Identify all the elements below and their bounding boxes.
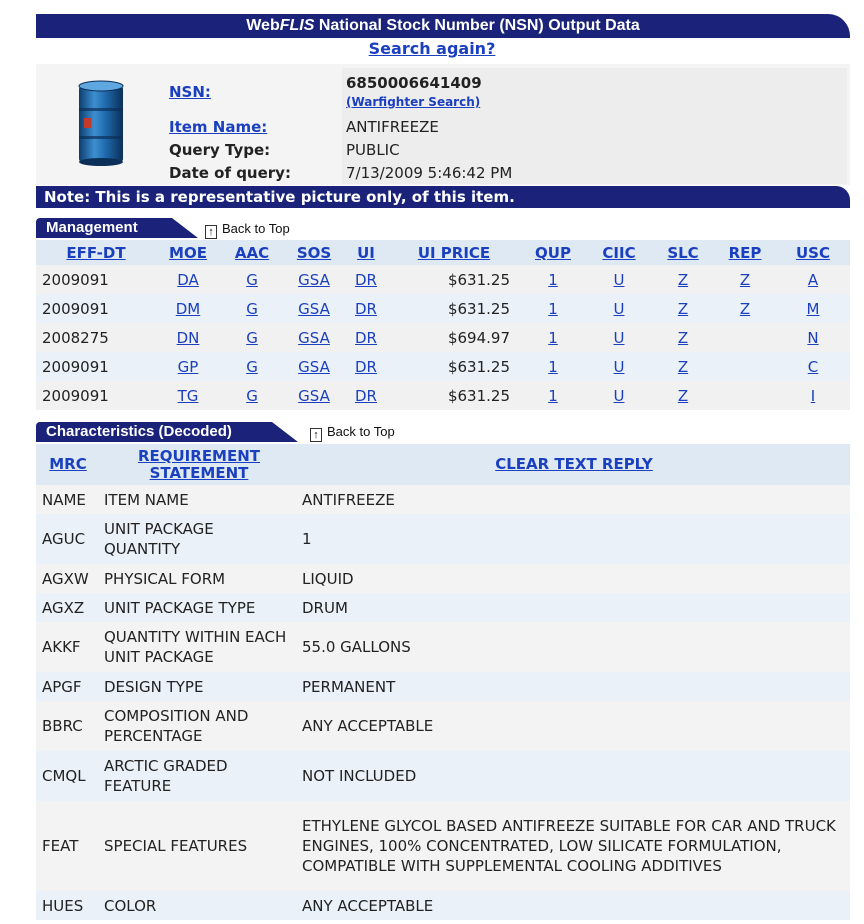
moe-cell	[156, 381, 220, 410]
management-header-row	[36, 240, 850, 265]
sos-cell	[284, 352, 344, 381]
col-header-aac-link[interactable]: AAC	[234, 243, 270, 262]
usc-cell	[776, 323, 850, 352]
col-header-clear-text-reply-link[interactable]: CLEAR TEXT REPLY	[495, 455, 653, 473]
usc-cell	[776, 352, 850, 381]
nsn-label-cell	[165, 68, 342, 115]
management-row	[36, 265, 850, 294]
characteristic-row	[36, 672, 850, 701]
col-header-mrc-link[interactable]: MRC	[49, 455, 87, 473]
representative-picture-note: Note: This is a representative picture only, of this item.	[36, 186, 850, 208]
sos-link[interactable]: GSA	[298, 270, 330, 289]
ciic-link[interactable]: U	[613, 299, 625, 318]
moe-cell	[156, 352, 220, 381]
ciic-cell	[586, 381, 652, 410]
clear-text-reply: PERMANENT	[298, 672, 850, 701]
characteristic-row	[36, 564, 850, 593]
rep-link[interactable]: Z	[739, 299, 751, 318]
sos-cell	[284, 294, 344, 323]
rep-link[interactable]: Z	[739, 270, 751, 289]
clear-text-reply: ANY ACCEPTABLE	[298, 891, 850, 920]
col-header-sos[interactable]	[284, 240, 344, 265]
query-type-label: Query Type:	[165, 138, 342, 161]
clear-text-reply: 55.0 GALLONS	[298, 622, 850, 672]
ui-link[interactable]: DR	[355, 270, 377, 289]
search-again-row	[0, 38, 864, 60]
management-back-to-top[interactable]	[205, 221, 290, 239]
characteristic-row	[36, 593, 850, 622]
slc-link[interactable]: Z	[677, 299, 689, 318]
management-row	[36, 381, 850, 410]
ciic-link[interactable]: U	[613, 357, 625, 376]
mrc-code: AGXZ	[36, 593, 100, 622]
page-title-suffix: National Stock Number (NSN) Output Data	[314, 17, 640, 34]
clear-text-reply: LIQUID	[298, 564, 850, 593]
sos-cell	[284, 265, 344, 294]
aac-cell	[220, 294, 284, 323]
characteristic-row	[36, 485, 850, 514]
col-header-slc[interactable]	[652, 240, 714, 265]
requirement-statement: DESIGN TYPE	[100, 672, 298, 701]
col-header-usc[interactable]	[776, 240, 850, 265]
page-title-prefix: Web	[246, 17, 280, 34]
col-header-qup[interactable]	[520, 240, 586, 265]
qup-link[interactable]: 1	[548, 357, 558, 376]
mrc-code: AGXW	[36, 564, 100, 593]
mrc-code: NAME	[36, 485, 100, 514]
col-header-moe-link[interactable]: MOE	[169, 243, 207, 262]
requirement-statement: UNIT PACKAGE TYPE	[100, 593, 298, 622]
aac-cell	[220, 352, 284, 381]
management-back-to-top-label: Back to Top	[222, 221, 290, 236]
ui-price-cell: $694.97	[388, 323, 520, 352]
usc-cell	[776, 294, 850, 323]
arrow-up-icon: ↑	[310, 428, 322, 442]
sos-link[interactable]: GSA	[298, 357, 330, 376]
drum-barrel-icon	[76, 80, 126, 168]
clear-text-reply: ANTIFREEZE	[298, 485, 850, 514]
slc-cell	[652, 265, 714, 294]
col-header-ui-link[interactable]: UI	[357, 243, 375, 262]
requirement-statement: UNIT PACKAGE QUANTITY	[100, 514, 298, 564]
ciic-link[interactable]: U	[613, 386, 625, 405]
slc-cell	[652, 323, 714, 352]
col-header-ciic-link[interactable]: CIIC	[602, 243, 636, 262]
col-header-ui-price-link[interactable]: UI PRICE	[417, 243, 491, 262]
search-again-link[interactable]: Search again?	[368, 39, 496, 58]
aac-link[interactable]: G	[246, 270, 258, 289]
qup-cell	[520, 381, 586, 410]
ui-link[interactable]: DR	[355, 299, 377, 318]
nsn-value-cell	[342, 68, 847, 115]
qup-cell	[520, 352, 586, 381]
item-info-table	[165, 68, 847, 184]
clear-text-reply: 1	[298, 514, 850, 564]
qup-link[interactable]: 1	[548, 386, 558, 405]
characteristics-back-to-top[interactable]	[310, 424, 395, 442]
ciic-cell	[586, 352, 652, 381]
usc-link[interactable]: M	[806, 299, 820, 318]
aac-link[interactable]: G	[246, 328, 258, 347]
aac-cell	[220, 265, 284, 294]
ui-link[interactable]: DR	[355, 386, 377, 405]
rep-cell	[714, 381, 776, 410]
slc-link[interactable]: Z	[677, 357, 689, 376]
characteristic-row	[36, 622, 850, 672]
sos-link[interactable]: GSA	[298, 299, 330, 318]
requirement-statement: COLOR	[100, 891, 298, 920]
aac-link[interactable]: G	[246, 299, 258, 318]
eff-dt-cell: 2009091	[36, 294, 156, 323]
characteristic-row	[36, 801, 850, 891]
eff-dt-cell: 2009091	[36, 352, 156, 381]
management-row	[36, 294, 850, 323]
col-header-qup-link[interactable]: QUP	[535, 243, 571, 262]
management-section-tab: Management	[36, 218, 172, 238]
aac-cell	[220, 323, 284, 352]
col-header-rep[interactable]	[714, 240, 776, 265]
moe-link[interactable]: DA	[177, 270, 199, 289]
usc-link[interactable]: I	[810, 386, 816, 405]
ciic-cell	[586, 294, 652, 323]
moe-cell	[156, 265, 220, 294]
col-header-ui[interactable]	[344, 240, 388, 265]
aac-cell	[220, 381, 284, 410]
item-name-value: ANTIFREEZE	[342, 115, 847, 138]
slc-cell	[652, 381, 714, 410]
nsn-label-link[interactable]: NSN:	[169, 82, 211, 101]
ui-cell	[344, 323, 388, 352]
col-header-ciic[interactable]	[586, 240, 652, 265]
col-header-clear-text-reply[interactable]	[298, 444, 850, 485]
characteristics-header-row	[36, 444, 850, 485]
date-of-query-value: 7/13/2009 5:46:42 PM	[342, 161, 847, 184]
item-name-label-link[interactable]: Item Name:	[169, 117, 268, 136]
query-type-value: PUBLIC	[342, 138, 847, 161]
qup-link[interactable]: 1	[548, 328, 558, 347]
moe-link[interactable]: TG	[177, 386, 199, 405]
characteristics-table	[36, 444, 850, 920]
requirement-statement: ITEM NAME	[100, 485, 298, 514]
page-title-bar	[36, 14, 850, 38]
date-of-query-label: Date of query:	[165, 161, 342, 184]
page-title-italic: FLIS	[279, 17, 315, 34]
usc-cell	[776, 265, 850, 294]
moe-link[interactable]: DN	[176, 328, 200, 347]
requirement-statement: PHYSICAL FORM	[100, 564, 298, 593]
usc-link[interactable]: C	[807, 357, 819, 376]
management-row	[36, 352, 850, 381]
ui-link[interactable]: DR	[355, 357, 377, 376]
requirement-statement: ARCTIC GRADED FEATURE	[100, 751, 298, 801]
clear-text-reply: DRUM	[298, 593, 850, 622]
mrc-code: HUES	[36, 891, 100, 920]
rep-cell	[714, 294, 776, 323]
ui-price-cell: $631.25	[388, 381, 520, 410]
management-table	[36, 240, 850, 410]
moe-cell	[156, 294, 220, 323]
moe-link[interactable]: DM	[175, 299, 201, 318]
requirement-statement: QUANTITY WITHIN EACH UNIT PACKAGE	[100, 622, 298, 672]
col-header-moe[interactable]	[156, 240, 220, 265]
ui-cell	[344, 294, 388, 323]
aac-link[interactable]: G	[246, 386, 258, 405]
sos-cell	[284, 323, 344, 352]
characteristic-row	[36, 701, 850, 751]
col-header-usc-link[interactable]: USC	[796, 243, 830, 262]
slc-link[interactable]: Z	[677, 328, 689, 347]
slc-link[interactable]: Z	[677, 270, 689, 289]
ui-link[interactable]: DR	[355, 328, 377, 347]
ciic-cell	[586, 265, 652, 294]
col-header-eff-dt-link[interactable]: EFF-DT	[66, 243, 126, 262]
characteristic-row	[36, 514, 850, 564]
qup-cell	[520, 265, 586, 294]
usc-link[interactable]: N	[807, 328, 819, 347]
col-header-mrc[interactable]	[36, 444, 100, 485]
col-header-slc-link[interactable]: SLC	[667, 243, 699, 262]
ui-cell	[344, 265, 388, 294]
arrow-up-icon: ↑	[205, 225, 217, 239]
qup-cell	[520, 323, 586, 352]
clear-text-reply: ANY ACCEPTABLE	[298, 701, 850, 751]
qup-cell	[520, 294, 586, 323]
nsn-value: 6850006641409	[346, 74, 482, 92]
qup-link[interactable]: 1	[548, 299, 558, 318]
clear-text-reply: ETHYLENE GLYCOL BASED ANTIFREEZE SUITABLE FOR CAR AND TRUCK ENGINES, 100% CONCENTRATED, LOW SILICATE FORMULATION, COMPATIBLE WITH SUPPLEMENTAL COOLING ADDITIVES	[298, 801, 850, 891]
clear-text-reply: NOT INCLUDED	[298, 751, 850, 801]
col-header-aac[interactable]	[220, 240, 284, 265]
ciic-link[interactable]: U	[613, 270, 625, 289]
requirement-statement: SPECIAL FEATURES	[100, 801, 298, 891]
usc-link[interactable]: A	[807, 270, 819, 289]
col-header-eff-dt[interactable]	[36, 240, 156, 265]
characteristics-section-tab: Characteristics (Decoded)	[36, 422, 272, 442]
ui-cell	[344, 381, 388, 410]
rep-cell	[714, 323, 776, 352]
col-header-ui-price[interactable]	[388, 240, 520, 265]
item-info-panel	[36, 64, 850, 185]
slc-cell	[652, 352, 714, 381]
ui-price-cell: $631.25	[388, 294, 520, 323]
management-row	[36, 323, 850, 352]
eff-dt-cell: 2009091	[36, 381, 156, 410]
sos-link[interactable]: GSA	[298, 386, 330, 405]
qup-link[interactable]: 1	[548, 270, 558, 289]
characteristic-row	[36, 891, 850, 920]
warfighter-search-link[interactable]: (Warfighter Search)	[346, 95, 481, 109]
usc-cell	[776, 381, 850, 410]
sos-link[interactable]: GSA	[298, 328, 330, 347]
aac-link[interactable]: G	[246, 357, 258, 376]
eff-dt-cell: 2009091	[36, 265, 156, 294]
slc-cell	[652, 294, 714, 323]
slc-link[interactable]: Z	[677, 386, 689, 405]
requirement-statement: COMPOSITION AND PERCENTAGE	[100, 701, 298, 751]
rep-cell	[714, 265, 776, 294]
rep-cell	[714, 352, 776, 381]
ui-price-cell: $631.25	[388, 265, 520, 294]
ciic-link[interactable]: U	[613, 328, 625, 347]
mrc-code: AKKF	[36, 622, 100, 672]
moe-link[interactable]: GP	[177, 357, 199, 376]
ui-price-cell: $631.25	[388, 352, 520, 381]
item-name-label-cell	[165, 115, 342, 138]
ui-cell	[344, 352, 388, 381]
sos-cell	[284, 381, 344, 410]
mrc-code: FEAT	[36, 801, 100, 891]
col-header-rep-link[interactable]: REP	[728, 243, 762, 262]
mrc-code: APGF	[36, 672, 100, 701]
mrc-code: CMQL	[36, 751, 100, 801]
characteristic-row	[36, 751, 850, 801]
mrc-code: BBRC	[36, 701, 100, 751]
characteristics-back-to-top-label: Back to Top	[327, 424, 395, 439]
col-header-requirement[interactable]	[100, 444, 298, 485]
eff-dt-cell: 2008275	[36, 323, 156, 352]
ciic-cell	[586, 323, 652, 352]
col-header-requirement-link[interactable]: REQUIREMENT STATEMENT	[137, 446, 261, 482]
moe-cell	[156, 323, 220, 352]
col-header-sos-link[interactable]: SOS	[296, 243, 332, 262]
mrc-code: AGUC	[36, 514, 100, 564]
